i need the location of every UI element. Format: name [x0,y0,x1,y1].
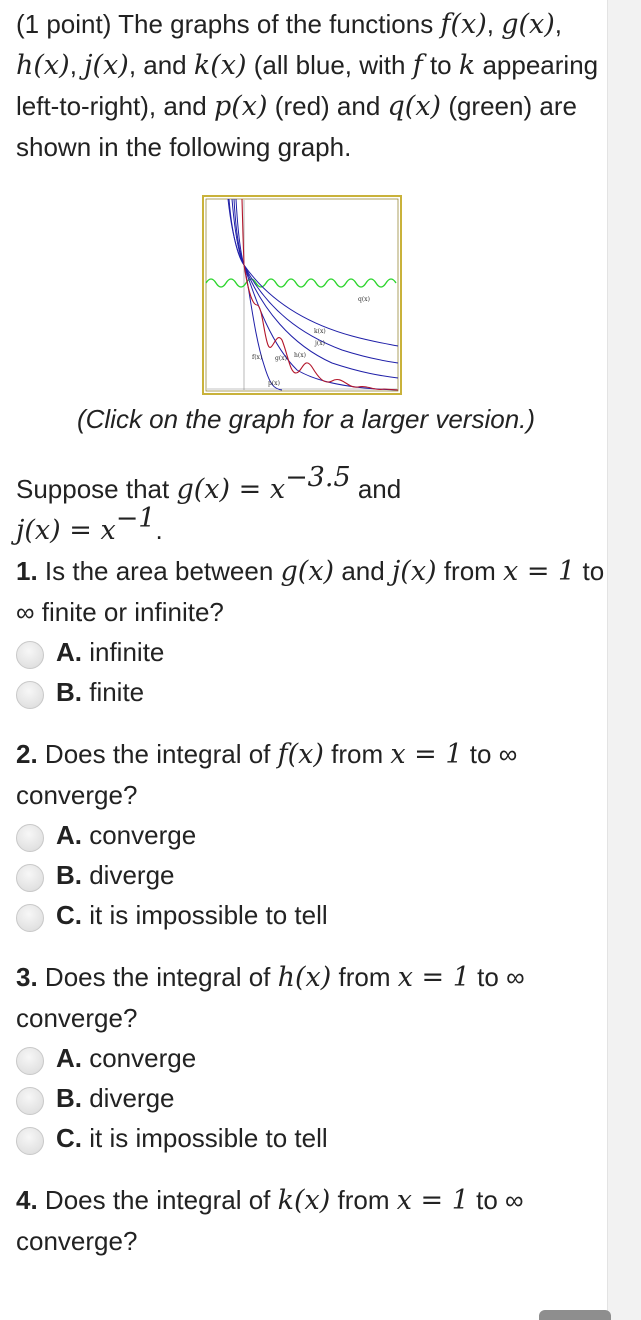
option-label [56,855,175,895]
problem-intro [16,4,606,167]
math-f: f [412,50,423,81]
question-4 [16,1180,606,1261]
math-k: k(x) [193,50,247,81]
question-2-text [16,734,606,815]
graph-caption: (Click on the graph for a larger version.) [76,404,536,434]
math-g: g(x) [501,9,555,40]
option-text: converge [82,1043,197,1073]
q2-option-a[interactable] [16,815,606,855]
radio-button[interactable] [16,641,44,669]
math-p: p(x) [213,91,268,122]
option-letter: C. [56,900,82,930]
option-letter: B. [56,677,82,707]
option-label [56,672,144,712]
q2-option-c[interactable] [16,895,606,935]
question-number: 4. [16,1185,38,1215]
option-text: infinite [82,637,165,667]
radio-button[interactable] [16,864,44,892]
intro-text: , and [128,50,194,80]
intro-text: , [486,9,502,39]
option-letter: A. [56,637,82,667]
option-label [56,815,196,855]
radio-button[interactable] [16,904,44,932]
graph-label-p: p(x) [268,380,280,387]
given-text: and [350,474,402,504]
radio-button[interactable] [16,1047,44,1075]
intro-text: to [422,50,459,80]
given-text: . [155,515,163,545]
graph-label-q: q(x) [358,296,370,303]
intro-text: (green) are shown in the following graph. [16,91,577,162]
graph-label-j: j(x) [315,340,325,347]
question-text: from [323,739,391,769]
question-number: 3. [16,962,38,992]
question-text: from [436,556,504,586]
radio-button[interactable] [16,681,44,709]
question-text: to ∞ finite or infinite? [16,556,605,627]
math-j: j(x) [84,50,129,81]
radio-button[interactable] [16,1127,44,1155]
math-x-equals-1: x = 1 [390,739,463,770]
question-1 [16,551,606,712]
question-2 [16,734,606,935]
question-text: to ∞ converge? [16,1185,524,1256]
question-1-text [16,551,606,632]
graph-frame [203,196,401,394]
option-label [56,895,328,935]
function-graph [202,195,402,395]
question-text: from [330,1185,397,1215]
q2-option-b[interactable] [16,855,606,895]
math-f: f(x) [277,739,324,770]
math-k: k [458,50,476,81]
question-text: and [334,556,392,586]
graph-label-f: f(x) [252,354,263,361]
option-letter: A. [56,1043,82,1073]
problem-content [16,4,606,1261]
question-text: Is the area between [37,556,281,586]
question-text: Does the integral of [37,962,278,992]
option-text: converge [82,820,197,850]
math-h: h(x) [277,962,332,993]
option-label [56,632,164,672]
option-text: diverge [82,1083,175,1113]
q3-option-a[interactable] [16,1038,606,1078]
option-label [56,1078,175,1118]
q1-option-b[interactable] [16,672,606,712]
q3-option-b[interactable] [16,1078,606,1118]
math-g: g(x) [280,556,335,587]
option-text: finite [82,677,145,707]
intro-text: , [69,50,85,80]
math-g-def: g(x) = x [176,474,286,505]
math-k: k(x) [277,1185,331,1216]
q3-option-c[interactable] [16,1118,606,1158]
option-letter: B. [56,860,82,890]
given-text: Suppose that [16,474,177,504]
question-number: 2. [16,739,38,769]
option-text: it is impossible to tell [82,900,328,930]
math-q: q(x) [387,91,442,122]
math-j: j(x) [391,556,437,587]
math-j-exponent: −1 [115,503,156,534]
question-text: Does the integral of [37,739,278,769]
option-text: diverge [82,860,175,890]
question-text: from [331,962,398,992]
question-3 [16,957,606,1158]
q1-option-a[interactable] [16,632,606,672]
math-x-equals-1: x = 1 [396,1185,469,1216]
option-letter: A. [56,820,82,850]
intro-text: (all blue, with [246,50,413,80]
page-scroll-gutter [607,0,641,1320]
math-h: h(x) [16,50,70,81]
question-3-text [16,957,606,1038]
option-label [56,1118,328,1158]
question-4-text [16,1180,606,1261]
scroll-tab[interactable] [539,1310,611,1320]
option-letter: C. [56,1123,82,1153]
radio-button[interactable] [16,1087,44,1115]
math-g-exponent: −3.5 [285,462,351,493]
intro-text: (1 point) The graphs of the functions [16,9,441,39]
math-j-def: j(x) = x [16,515,116,546]
question-text: Does the integral of [37,1185,278,1215]
intro-text: , [554,9,563,39]
graph-label-g: g(x) [275,355,287,362]
radio-button[interactable] [16,824,44,852]
math-x-equals-1: x = 1 [397,962,470,993]
math-f: f(x) [440,9,487,40]
option-letter: B. [56,1083,82,1113]
intro-text: (red) and [267,91,388,121]
question-text: to ∞ converge? [16,962,525,1033]
question-text: to ∞ converge? [16,739,518,810]
option-text: it is impossible to tell [82,1123,328,1153]
option-label [56,1038,196,1078]
given-functions [16,462,606,551]
function-graph-link[interactable] [202,195,402,395]
math-x-equals-1: x = 1 [503,556,576,587]
intro-text: appearing left-to-right), and [16,50,599,121]
question-number: 1. [16,556,38,586]
graph-label-k: k(x) [314,328,326,335]
graph-label-h: h(x) [294,352,306,359]
